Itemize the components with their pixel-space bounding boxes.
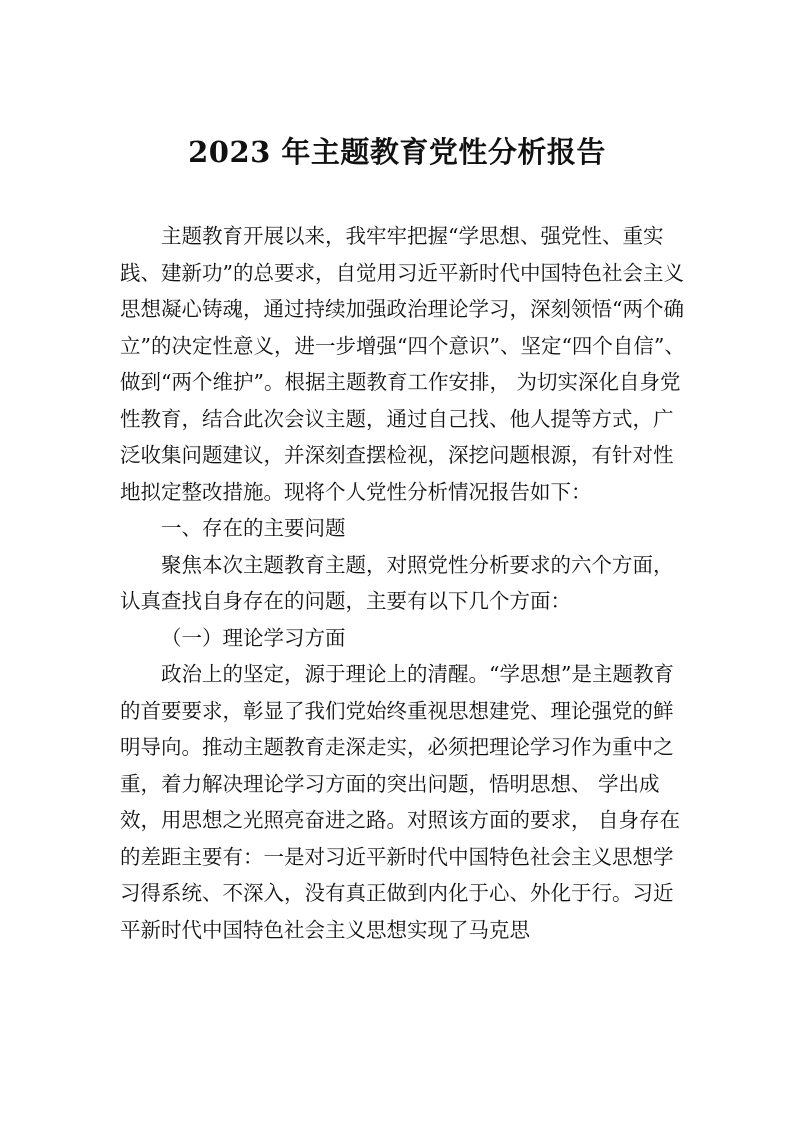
document-body [120,218,686,948]
subsection-heading-1: （一）理论学习方面 [161,625,346,650]
section-intro-paragraph: 聚焦本次主题教育主题，对照党性分析要求的六个方面，认真查找自身存在的问题，主要有以下几个方面： [120,552,674,613]
section-heading-1: 一、存在的主要问题 [161,516,346,540]
theory-study-paragraph: 政治上的坚定，源于理论上的清醒。“学思想”是主题教育的首要要求，彰显了我们党始终重视思想建党、理论强党的鲜明导向。推动主题教育走深走实，必须把理论学习作为重中之重，着力解决理论学习方面的突出问题，悟明思想、 学出成效，用思想之光照亮奋进之路。对照该方面的要求， 自身存在的差距主要有：一是对习近平新时代中国特色社会主义思想学习得系统、不深入，没有真正做到内化于心、外化于行。习近平新时代中国特色社会主义思想实现了马克思 [120,662,681,942]
intro-paragraph: 主题教育开展以来，我牢牢把握“学思想、强党性、重实践、建新功”的总要求，自觉用习近平新时代中国特色社会主义思想凝心铸魂，通过持续加强政治理论学习，深刻领悟“两个确立”的决定性意义，进一步增强“四个意识”、坚定“四个自信”、做到“两个维护”。根据主题教育工作安排， 为切实深化自身党性教育，结合此次会议主题，通过自己找、他人提等方式，广泛收集问题建议，并深刻查摆检视，深挖问题根源，有针对性地拟定整改措施。现将个人党性分析情况报告如下： [120,224,685,504]
page-title: 2023 年主题教育党性分析报告 [188,135,606,169]
